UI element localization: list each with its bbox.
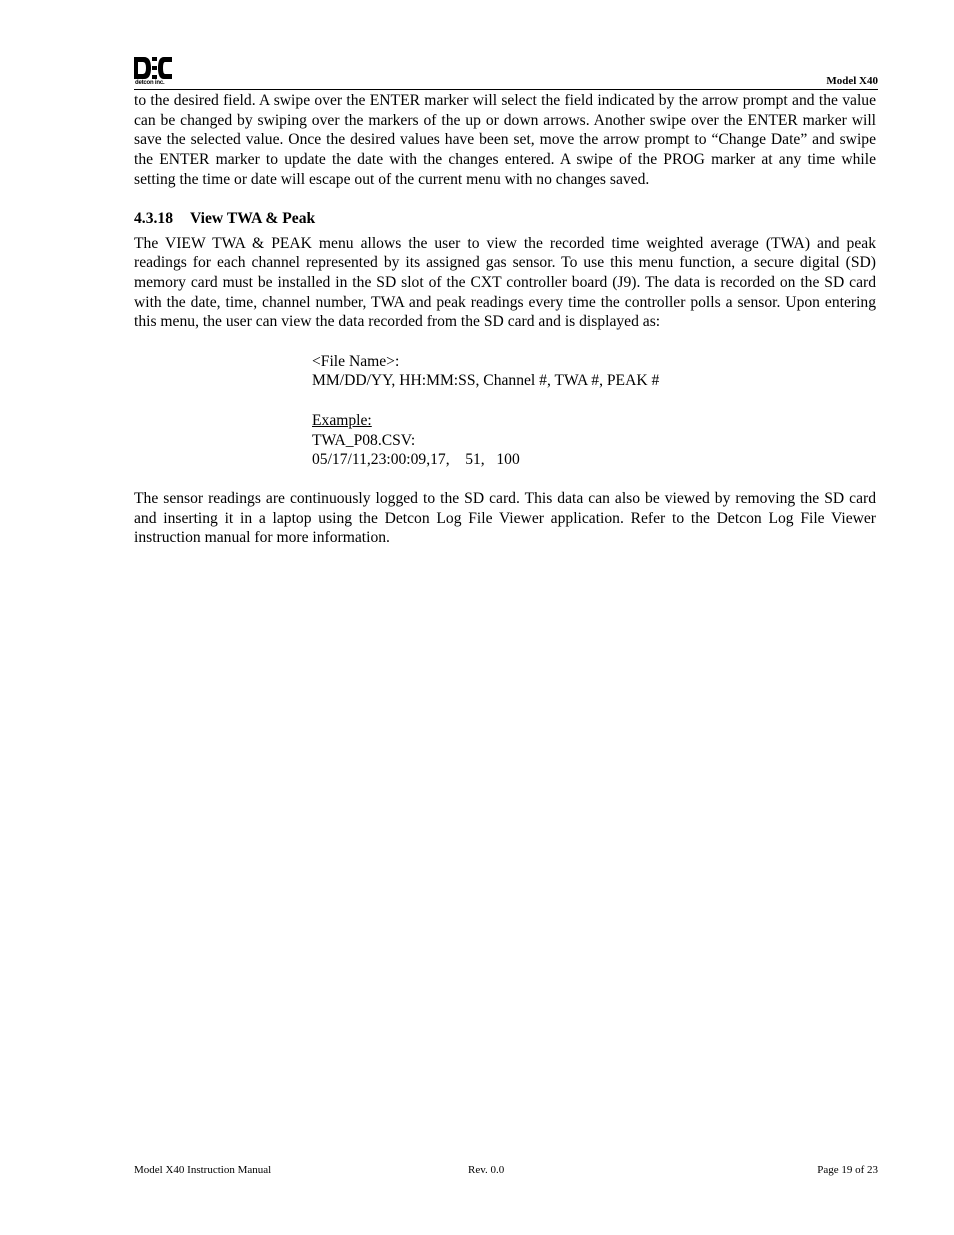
detcon-logo (134, 56, 172, 86)
paragraph-intro: The VIEW TWA & PEAK menu allows the user to view the recorded time weighted average (TWA) and peak readings for each channel represented by its assigned gas sensor. To use this menu function, a secure digital (SD) memory card must be installed in the SD slot of the CXT controller board (J9). The data is recorded on the SD card with the date, time, channel number, TWA and peak readings every time the controller polls a sensor. Upon entering this menu, the user can view the data recorded from the SD card and is displayed as: (134, 234, 876, 331)
detcon-logo-icon (134, 56, 172, 80)
section-title: View TWA & Peak (190, 209, 316, 227)
section-number: 4.3.18 (134, 209, 173, 227)
format-line-filename: <File Name>: (312, 352, 400, 370)
logo-text: detcon inc. (135, 80, 165, 86)
data-format-block (312, 352, 876, 470)
example-label: Example: (312, 411, 372, 429)
section-heading (134, 209, 876, 228)
page-header (134, 56, 878, 90)
format-line-fields: MM/DD/YY, HH:MM:SS, Channel #, TWA #, PEAK # (312, 372, 660, 390)
example-filename: TWA_P08.CSV: (312, 431, 416, 449)
paragraph-continued: to the desired field. A swipe over the ENTER marker will select the field indicated by the arrow prompt and the value can be changed by swiping over the markers of the up or down arrows. Another swipe over the ENTER marker will save the selected value. Once the desired values have been set, move the arrow prompt to “Change Date” and swipe the ENTER marker to update the date with the changes entered. A swipe of the PROG marker at any time while setting the time or date will escape out of the current menu with no changes saved. (134, 92, 876, 188)
footer-manual-title: Model X40 Instruction Manual (134, 1164, 272, 1176)
paragraph-logging: The sensor readings are continuously logged to the SD card. This data can also be viewed by removing the SD card and inserting it in a laptop using the Detcon Log File Viewer application. Refer to the Detcon Log File Viewer instruction manual for more information. (134, 489, 876, 547)
document-body (134, 91, 876, 548)
footer-revision: Rev. 0.0 (468, 1164, 505, 1176)
example-record: 05/17/11,23:00:09,17, 51, 100 (312, 451, 520, 469)
header-model: Model X40 (826, 75, 878, 87)
footer-page-number: Page 19 of 23 (817, 1164, 878, 1176)
